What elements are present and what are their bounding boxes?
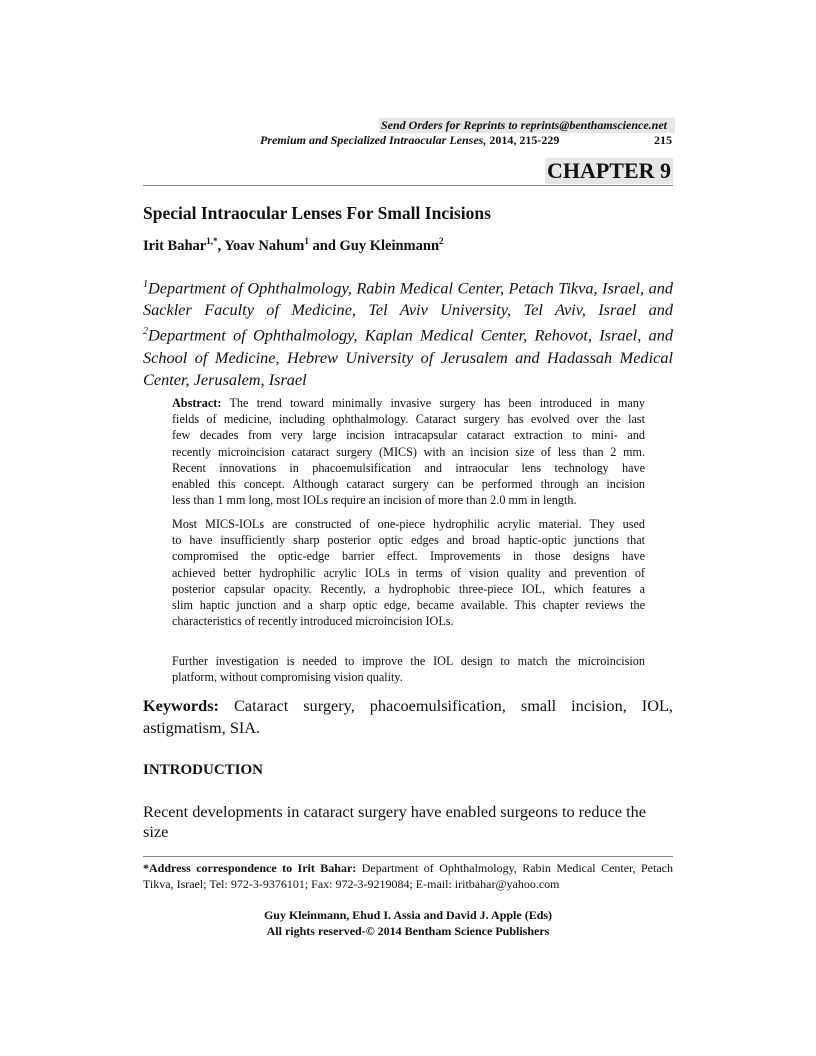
- header-divider: [143, 185, 673, 186]
- editors: Guy Kleinmann, Ehud I. Assia and David J. Apple (Eds): [263, 908, 553, 922]
- body-text: Recent developments in cataract surgery have enabled surgeons to reduce the size: [143, 802, 647, 841]
- editors-copyright: [143, 907, 673, 939]
- affiliations: $^1$Department of Ophthalmology, Rabin Medical Center, Petach Tikva, Israel, and Sackler Faculty of Medicine, Tel Aviv University, Tel Aviv, Israel and $^2$Department of Ophthalmology, Kaplan Medical Center, Rehovot, Israel, and School of Medicine, Hebrew University of Jerusalem and Hadassah Medical Center, Jerusalem, Israel: [143, 278, 673, 389]
- page-number: 215: [654, 133, 672, 147]
- keywords: Keywords: Cataract surgery, phacoemulsification, small incision, IOL, astigmatism, SIA.: [143, 696, 673, 737]
- paper-title: Special Intraocular Lenses For Small Incisions: [143, 203, 491, 223]
- running-header: [260, 133, 672, 148]
- chapter-label: CHAPTER 9: [546, 158, 671, 183]
- reprints-notice: Send Orders for Reprints to reprints@benthamscience.net: [379, 118, 675, 133]
- abstract-paragraph-1: Abstract: The trend toward minimally invasive surgery has been introduced in many fields of medicine, including ophthalmology. Cataract surgery has evolved over the last few decades from very large incision intracapsular cataract extraction to mini- and recently microincision cataract surgery (MICS) with an incision size of less than 2 mm. Recent innovations in phacoemulsification and intraocular lens technology have enabled this concept. Although cataract surgery can be performed through an incision less than 1 mm long, most IOLs require an incision of more than 2.0 mm in length.: [172, 396, 645, 508]
- book-title: Premium and Specialized Intraocular Lenses,: [260, 133, 487, 147]
- footnote-divider: [143, 856, 673, 857]
- authors: Irit Bahar$^{1,*}$, Yoav Nahum$^1$ and Guy Kleinmann$^2$: [143, 236, 444, 254]
- book-details: 2014, 215-229: [486, 133, 560, 147]
- correspondence-footnote: *Address correspondence to Irit Bahar: Department of Ophthalmology, Rabin Medical Center, Petach Tikva, Israel; Tel: 972-3-9376101; Fax: 972-3-9219084; E-mail: iritbahar@yahoo.com: [143, 861, 673, 891]
- abstract-paragraph-2: Most MICS-IOLs are constructed of one-piece hydrophilic acrylic material. They used to have insufficiently sharp posterior optic edges and broad haptic-optic junctions that compromised the optic-edge barrier effect. Improvements in those designs have achieved better hydrophilic acrylic IOLs in terms of vision quality and prevention of posterior capsular opacity. Recently, a hydrophobic three-piece IOL, which features a slim haptic junction and a sharp optic edge, became available. This chapter reviews the characteristics of recently introduced microincision IOLs.: [172, 517, 645, 629]
- copyright: All rights reserved-© 2014 Bentham Science Publishers: [266, 924, 550, 938]
- section-heading-introduction: INTRODUCTION: [143, 762, 264, 778]
- abstract-paragraph-3: Further investigation is needed to improve the IOL design to match the microincision platform, without compromising vision quality.: [172, 654, 645, 685]
